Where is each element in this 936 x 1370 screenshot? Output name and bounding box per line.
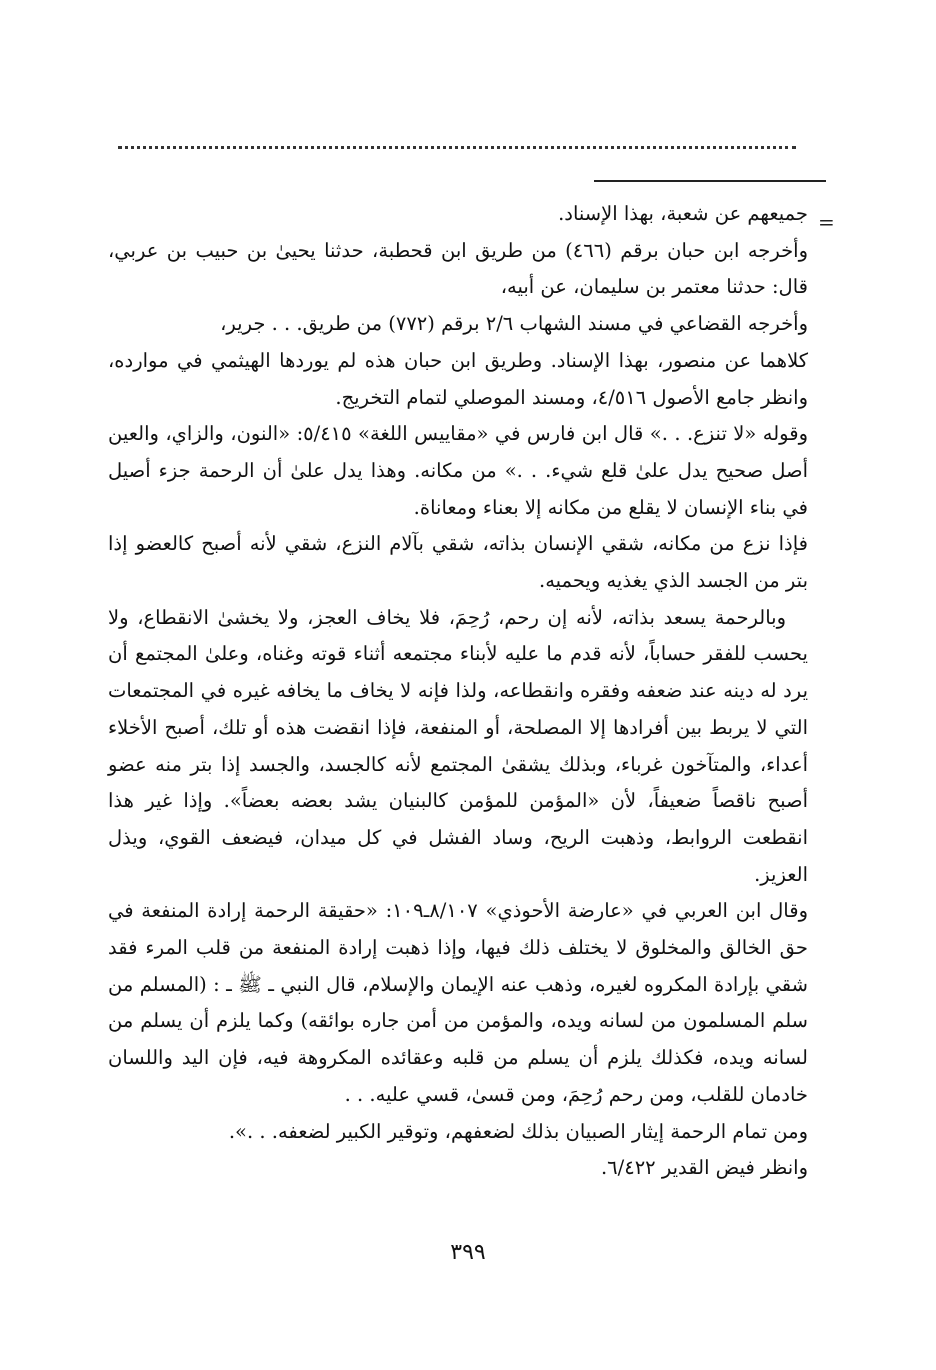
footnote-paragraph: وأخرجه القضاعي في مسند الشهاب ٢/٦ برقم (٧٧٢) من طريق. . . جرير، [220,312,808,336]
footnote-paragraph: وقال ابن العربي في «عارضة الأحوذي» ٨/١٠٧ـ١٠٩: «حقيقة الرحمة إرادة المنفعة في حق الخالق والمخلوق لا يختلف ذلك فيها، وإذا ذهبت إرادة المنفعة من قلب المرء فقد شقي بإرادة المكروه لغيره، وذهب عنه الإيمان والإسلام، قال النبي ـ ﷺ ـ : (المسلم من سلم المسلمون من لسانه ويده، والمؤمن من أمن جاره بوائقه) وكما يلزم أن يسلم من لسانه ويده، فكذلك يلزم أن يسلم من قلبه وعقائده المكروهة فيه، فإن اليد واللسان خادمان للقلب، ومن رحم رُحِمَ، ومن قسىٰ، قسي عليه. . . [108,899,808,1106]
page-number: ٣٩٩ [450,1240,486,1265]
footnote-paragraph: ومن تمام الرحمة إيثار الصبيان بذلك لضعفهم، وتوقير الكبير لضعفه. . .». [228,1119,808,1143]
footnote-paragraph: جميعهم عن شعبة، بهذا الإسناد. [558,202,808,225]
footnote-paragraph: وقوله «لا تنزع. . .» قال ابن فارس في «مقاييس اللغة» ٥/٤١٥: «النون، والزاي، والعين أصل صحيح يدل علىٰ قلع شيء. . .» من مكانه. وهذا يدل علىٰ أن الرحمة جزء أصيل في بناء الإنسان لا يقلع من مكانه إلا بعناء ومعاناة. [108,422,808,519]
footnote-rule [594,180,826,182]
footnote-paragraph: فإذا نزع من مكانه، شقي الإنسان بذاته، شقي بآلام النزع، شقي لأنه أصبح كالعضو إذا بتر من الجسد الذي يغذيه ويحميه. [108,532,808,593]
footnote-paragraph: وانظر فيض القدير ٦/٤٢٢. [600,1156,808,1180]
dotted-separator [118,146,796,149]
continuation-mark: = [818,210,835,234]
footnote-text [108,196,808,1187]
footnote-paragraph: وأخرجه ابن حبان برقم (٤٦٦) من طريق ابن قحطبة، حدثنا يحيىٰ بن حبيب بن عربي، قال: حدثنا معتمر بن سليمان، عن أبيه، [108,238,809,299]
footnote-paragraph: وبالرحمة يسعد بذاته، لأنه إن رحم، رُحِمَ، فلا يخاف العجز، ولا يخشىٰ الانقطاع، ولا يحسب للفقر حساباً، لأنه قدم ما عليه لأبناء مجتمعه أثناء قوته وغناه، وعلىٰ المجتمع أن يرد له دينه عند ضعفه وفقره وانقطاعه، ولذا فإنه لا يخاف ما يخافه غيره في المجتمعات التي لا يربط بين أفرادها إلا المصلحة، أو المنفعة، فإذا انقضت هذه أو تلك، أصبح الأخلاء أعداء، والمتآخون غرباء، وبذلك يشقىٰ المجتمع لأنه كالجسد، والجسد إذا بتر منه عضو أصبح ناقصاً ضعيفاً، لأن «المؤمن للمؤمن كالبنيان يشد بعضه بعضاً». وإذا غير هذا انقطعت الروابط، وذهبت الريح، وساد الفشل في كل ميدان، فيضعف القوي، ويذل العزيز. [108,605,808,886]
footnote-paragraph: كلاهما عن منصور، بهذا الإسناد. وطريق ابن حبان هذه لم يوردها الهيثمي في موارده، وانظر جامع الأصول ٤/٥١٦، ومسند الموصلي لتمام التخريج. [108,348,808,409]
